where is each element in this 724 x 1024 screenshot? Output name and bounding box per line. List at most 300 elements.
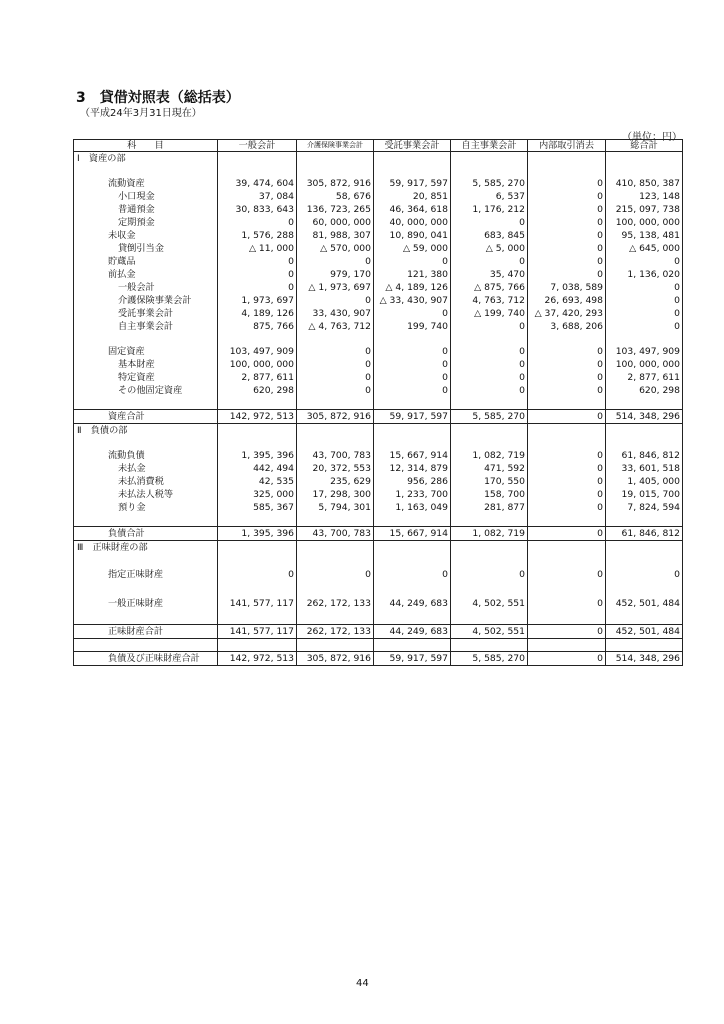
amount-cell: 35, 470 — [451, 268, 528, 281]
empty-cell — [297, 424, 374, 438]
amount-cell: 0 — [451, 320, 528, 333]
empty-cell — [74, 437, 218, 449]
amount-cell: △ 645, 000 — [606, 242, 683, 255]
amount-cell: 585, 367 — [218, 501, 297, 514]
section-row — [74, 152, 683, 166]
amount-cell: 0 — [528, 595, 606, 612]
amount-cell: 956, 286 — [374, 475, 451, 488]
empty-cell — [74, 333, 218, 345]
amount-cell: 1, 082, 719 — [451, 527, 528, 541]
amount-cell: △ 570, 000 — [297, 242, 374, 255]
account-label: 未払消費税 — [74, 475, 218, 488]
as-of-date: （平成24年3月31日現在） — [80, 108, 202, 119]
amount-cell: 0 — [528, 625, 606, 639]
amount-cell: 0 — [297, 358, 374, 371]
account-label: 自主事業会計 — [74, 320, 218, 333]
spacer-row — [74, 514, 683, 527]
amount-cell: 0 — [606, 294, 683, 307]
amount-cell: 0 — [528, 268, 606, 281]
column-header-general: 一般会計 — [218, 140, 297, 152]
amount-cell: 620, 298 — [606, 384, 683, 397]
empty-cell — [528, 437, 606, 449]
amount-cell: 59, 917, 597 — [374, 177, 451, 190]
amount-cell: 442, 494 — [218, 462, 297, 475]
column-header-care-insurance: 介護保険事業会計 — [297, 140, 374, 152]
amount-cell: 0 — [528, 190, 606, 203]
amount-cell: 0 — [297, 255, 374, 268]
table-row — [74, 190, 683, 203]
amount-cell: 30, 833, 643 — [218, 203, 297, 216]
amount-cell: 0 — [528, 358, 606, 371]
amount-cell: 281, 877 — [451, 501, 528, 514]
empty-cell — [606, 612, 683, 625]
amount-cell: 0 — [528, 566, 606, 583]
table-row — [74, 449, 683, 462]
empty-cell — [528, 152, 606, 166]
amount-cell: 33, 601, 518 — [606, 462, 683, 475]
amount-cell: 0 — [528, 203, 606, 216]
empty-cell — [374, 397, 451, 410]
empty-cell — [218, 639, 297, 652]
spacer-row — [74, 165, 683, 177]
amount-cell: 158, 700 — [451, 488, 528, 501]
amount-cell: 0 — [528, 652, 606, 666]
amount-cell: 0 — [528, 384, 606, 397]
empty-cell — [528, 333, 606, 345]
empty-cell — [528, 165, 606, 177]
empty-cell — [374, 424, 451, 438]
amount-cell: 0 — [528, 449, 606, 462]
amount-cell: 141, 577, 117 — [218, 595, 297, 612]
empty-cell — [451, 152, 528, 166]
amount-cell: 142, 972, 513 — [218, 410, 297, 424]
amount-cell: 61, 846, 812 — [606, 449, 683, 462]
account-label: 一般会計 — [74, 281, 218, 294]
column-header-total: 総合計 — [606, 140, 683, 152]
amount-cell: 42, 535 — [218, 475, 297, 488]
empty-cell — [297, 152, 374, 166]
amount-cell: 875, 766 — [218, 320, 297, 333]
amount-cell: 141, 577, 117 — [218, 625, 297, 639]
account-label: 未収金 — [74, 229, 218, 242]
table-row — [74, 410, 683, 424]
empty-cell — [528, 514, 606, 527]
empty-cell — [606, 397, 683, 410]
amount-cell: 0 — [374, 307, 451, 320]
empty-cell — [374, 514, 451, 527]
amount-cell: 0 — [528, 410, 606, 424]
account-label: 貸倒引当金 — [74, 242, 218, 255]
amount-cell: 39, 474, 604 — [218, 177, 297, 190]
amount-cell: 0 — [297, 345, 374, 358]
amount-cell: 0 — [374, 384, 451, 397]
amount-cell: 452, 501, 484 — [606, 625, 683, 639]
amount-cell: 620, 298 — [218, 384, 297, 397]
amount-cell: 0 — [451, 345, 528, 358]
amount-cell: 0 — [451, 216, 528, 229]
empty-cell — [374, 639, 451, 652]
amount-cell: 12, 314, 879 — [374, 462, 451, 475]
empty-cell — [451, 554, 528, 566]
empty-cell — [297, 583, 374, 595]
amount-cell: 1, 395, 396 — [218, 527, 297, 541]
amount-cell: 100, 000, 000 — [218, 358, 297, 371]
account-label: 負債合計 — [74, 527, 218, 541]
empty-cell — [218, 424, 297, 438]
amount-cell: 0 — [528, 345, 606, 358]
amount-cell: 7, 038, 589 — [528, 281, 606, 294]
amount-cell: 7, 824, 594 — [606, 501, 683, 514]
amount-cell: 0 — [528, 177, 606, 190]
amount-cell: 0 — [528, 501, 606, 514]
amount-cell: 0 — [297, 566, 374, 583]
spacer-row — [74, 397, 683, 410]
amount-cell: 33, 430, 907 — [297, 307, 374, 320]
amount-cell: 262, 172, 133 — [297, 595, 374, 612]
amount-cell: 100, 000, 000 — [606, 216, 683, 229]
amount-cell: 0 — [528, 229, 606, 242]
account-label: 貯蔵品 — [74, 255, 218, 268]
table-row — [74, 371, 683, 384]
empty-cell — [374, 152, 451, 166]
amount-cell: 0 — [528, 371, 606, 384]
empty-cell — [374, 165, 451, 177]
table-row — [74, 229, 683, 242]
amount-cell: 3, 688, 206 — [528, 320, 606, 333]
empty-cell — [297, 514, 374, 527]
account-label: 資産合計 — [74, 410, 218, 424]
account-label: 預り金 — [74, 501, 218, 514]
account-label: 未払法人税等 — [74, 488, 218, 501]
empty-cell — [218, 152, 297, 166]
table-row — [74, 384, 683, 397]
account-label: 負債及び正味財産合計 — [74, 652, 218, 666]
amount-cell: 979, 170 — [297, 268, 374, 281]
amount-cell: 5, 585, 270 — [451, 652, 528, 666]
amount-cell: △ 4, 763, 712 — [297, 320, 374, 333]
amount-cell: 0 — [297, 371, 374, 384]
amount-cell: 1, 233, 700 — [374, 488, 451, 501]
amount-cell: 0 — [218, 216, 297, 229]
table-row — [74, 566, 683, 583]
amount-cell: 1, 395, 396 — [218, 449, 297, 462]
empty-cell — [374, 437, 451, 449]
empty-cell — [218, 583, 297, 595]
spacer-row — [74, 333, 683, 345]
amount-cell: 10, 890, 041 — [374, 229, 451, 242]
empty-cell — [218, 437, 297, 449]
amount-cell: 0 — [451, 371, 528, 384]
amount-cell: 0 — [606, 281, 683, 294]
section-row — [74, 424, 683, 438]
amount-cell: 0 — [374, 255, 451, 268]
column-header-contracted: 受託事業会計 — [374, 140, 451, 152]
amount-cell: 0 — [218, 255, 297, 268]
amount-cell: 4, 502, 551 — [451, 595, 528, 612]
account-label: 指定正味財産 — [74, 566, 218, 583]
amount-cell: 17, 298, 300 — [297, 488, 374, 501]
table-row — [74, 462, 683, 475]
table-row — [74, 294, 683, 307]
amount-cell: 471, 592 — [451, 462, 528, 475]
empty-cell — [74, 583, 218, 595]
amount-cell: 5, 794, 301 — [297, 501, 374, 514]
empty-cell — [374, 333, 451, 345]
empty-cell — [218, 333, 297, 345]
empty-cell — [451, 514, 528, 527]
amount-cell: 0 — [528, 488, 606, 501]
amount-cell: 0 — [218, 566, 297, 583]
empty-cell — [297, 639, 374, 652]
amount-cell: 170, 550 — [451, 475, 528, 488]
empty-cell — [606, 424, 683, 438]
amount-cell: 683, 845 — [451, 229, 528, 242]
empty-cell — [451, 333, 528, 345]
empty-cell — [451, 437, 528, 449]
amount-cell: 0 — [451, 566, 528, 583]
amount-cell: 136, 723, 265 — [297, 203, 374, 216]
amount-cell: 0 — [606, 320, 683, 333]
empty-cell — [74, 165, 218, 177]
table-row — [74, 268, 683, 281]
amount-cell: 0 — [297, 384, 374, 397]
amount-cell: 1, 082, 719 — [451, 449, 528, 462]
empty-cell — [528, 397, 606, 410]
amount-cell: 103, 497, 909 — [218, 345, 297, 358]
amount-cell: 514, 348, 296 — [606, 410, 683, 424]
amount-cell: 61, 846, 812 — [606, 527, 683, 541]
amount-cell: 1, 176, 212 — [451, 203, 528, 216]
amount-cell: 452, 501, 484 — [606, 595, 683, 612]
table-row — [74, 652, 683, 666]
empty-cell — [451, 424, 528, 438]
empty-cell — [451, 612, 528, 625]
empty-cell — [606, 165, 683, 177]
amount-cell: 0 — [451, 255, 528, 268]
empty-cell — [297, 612, 374, 625]
balance-sheet-table — [73, 139, 683, 666]
empty-cell — [606, 554, 683, 566]
amount-cell: 514, 348, 296 — [606, 652, 683, 666]
amount-cell: 0 — [374, 358, 451, 371]
amount-cell: 40, 000, 000 — [374, 216, 451, 229]
amount-cell: 100, 000, 000 — [606, 358, 683, 371]
amount-cell: 46, 364, 618 — [374, 203, 451, 216]
amount-cell: 5, 585, 270 — [451, 177, 528, 190]
account-label: 固定資産 — [74, 345, 218, 358]
amount-cell: 325, 000 — [218, 488, 297, 501]
amount-cell: 262, 172, 133 — [297, 625, 374, 639]
empty-cell — [218, 165, 297, 177]
empty-cell — [528, 424, 606, 438]
amount-cell: 0 — [218, 281, 297, 294]
empty-cell — [374, 612, 451, 625]
table-row — [74, 216, 683, 229]
empty-cell — [606, 333, 683, 345]
amount-cell: △ 59, 000 — [374, 242, 451, 255]
empty-cell — [606, 541, 683, 555]
table-row — [74, 320, 683, 333]
column-header-elimination: 内部取引消去 — [528, 140, 606, 152]
account-label: 介護保険事業会計 — [74, 294, 218, 307]
amount-cell: 0 — [374, 345, 451, 358]
amount-cell: 0 — [528, 216, 606, 229]
amount-cell: 43, 700, 783 — [297, 449, 374, 462]
account-label: 小口現金 — [74, 190, 218, 203]
amount-cell: △ 4, 189, 126 — [374, 281, 451, 294]
amount-cell: 1, 163, 049 — [374, 501, 451, 514]
table-row — [74, 177, 683, 190]
amount-cell: 44, 249, 683 — [374, 595, 451, 612]
empty-cell — [297, 541, 374, 555]
empty-cell — [374, 541, 451, 555]
empty-cell — [606, 152, 683, 166]
account-label: 一般正味財産 — [74, 595, 218, 612]
amount-cell: 1, 405, 000 — [606, 475, 683, 488]
empty-cell — [606, 437, 683, 449]
table-row — [74, 345, 683, 358]
unit-label: （単位：円） — [622, 132, 682, 143]
page-number: 44 — [356, 978, 369, 989]
section-label: Ⅲ 正味財産の部 — [74, 541, 218, 555]
amount-cell: 0 — [606, 307, 683, 320]
table-row — [74, 475, 683, 488]
empty-cell — [218, 554, 297, 566]
account-label: 流動負債 — [74, 449, 218, 462]
amount-cell: 0 — [218, 268, 297, 281]
amount-cell: 0 — [374, 371, 451, 384]
amount-cell: 43, 700, 783 — [297, 527, 374, 541]
amount-cell: 103, 497, 909 — [606, 345, 683, 358]
amount-cell: △ 37, 420, 293 — [528, 307, 606, 320]
amount-cell: 5, 585, 270 — [451, 410, 528, 424]
amount-cell: 0 — [528, 462, 606, 475]
column-header-account: 科 目 — [74, 140, 218, 152]
table-row — [74, 255, 683, 268]
amount-cell: 4, 189, 126 — [218, 307, 297, 320]
amount-cell: △ 5, 000 — [451, 242, 528, 255]
amount-cell: 0 — [606, 566, 683, 583]
amount-cell: 59, 917, 597 — [374, 652, 451, 666]
amount-cell: 305, 872, 916 — [297, 410, 374, 424]
account-label: 普通預金 — [74, 203, 218, 216]
amount-cell: 235, 629 — [297, 475, 374, 488]
amount-cell: 4, 502, 551 — [451, 625, 528, 639]
account-label: 受託事業会計 — [74, 307, 218, 320]
section-row — [74, 541, 683, 555]
amount-cell: 199, 740 — [374, 320, 451, 333]
table-row — [74, 281, 683, 294]
table-row — [74, 501, 683, 514]
empty-cell — [606, 639, 683, 652]
table-row — [74, 358, 683, 371]
table-row — [74, 527, 683, 541]
amount-cell: 305, 872, 916 — [297, 177, 374, 190]
amount-cell: 95, 138, 481 — [606, 229, 683, 242]
empty-cell — [74, 554, 218, 566]
table-header — [74, 140, 683, 152]
empty-cell — [451, 165, 528, 177]
amount-cell: △ 33, 430, 907 — [374, 294, 451, 307]
empty-cell — [218, 514, 297, 527]
page-title: 3 貸借対照表（総括表） — [76, 90, 240, 106]
amount-cell: 4, 763, 712 — [451, 294, 528, 307]
amount-cell: 0 — [297, 294, 374, 307]
empty-cell — [218, 397, 297, 410]
section-label: Ⅱ 負債の部 — [74, 424, 218, 438]
empty-cell — [74, 397, 218, 410]
amount-cell: 60, 000, 000 — [297, 216, 374, 229]
amount-cell: 123, 148 — [606, 190, 683, 203]
empty-cell — [297, 333, 374, 345]
table-row — [74, 595, 683, 612]
amount-cell: 121, 380 — [374, 268, 451, 281]
amount-cell: △ 1, 973, 697 — [297, 281, 374, 294]
column-header-independent: 自主事業会計 — [451, 140, 528, 152]
table-row — [74, 203, 683, 216]
amount-cell: 26, 693, 498 — [528, 294, 606, 307]
amount-cell: 305, 872, 916 — [297, 652, 374, 666]
empty-cell — [297, 437, 374, 449]
amount-cell: 1, 576, 288 — [218, 229, 297, 242]
empty-cell — [74, 514, 218, 527]
empty-cell — [451, 583, 528, 595]
amount-cell: 1, 136, 020 — [606, 268, 683, 281]
empty-cell — [374, 583, 451, 595]
amount-cell: 0 — [528, 527, 606, 541]
empty-cell — [297, 397, 374, 410]
empty-cell — [451, 397, 528, 410]
amount-cell: 44, 249, 683 — [374, 625, 451, 639]
empty-cell — [606, 583, 683, 595]
amount-cell: 410, 850, 387 — [606, 177, 683, 190]
spacer-row — [74, 437, 683, 449]
empty-cell — [218, 541, 297, 555]
table-row — [74, 488, 683, 501]
spacer-row — [74, 554, 683, 566]
amount-cell: △ 11, 000 — [218, 242, 297, 255]
amount-cell: 15, 667, 914 — [374, 449, 451, 462]
spacer-row — [74, 639, 683, 652]
empty-cell — [528, 583, 606, 595]
empty-cell — [528, 639, 606, 652]
table-row — [74, 625, 683, 639]
empty-cell — [451, 541, 528, 555]
amount-cell: △ 875, 766 — [451, 281, 528, 294]
amount-cell: 20, 851 — [374, 190, 451, 203]
empty-cell — [74, 639, 218, 652]
table-row — [74, 307, 683, 320]
account-label: 正味財産合計 — [74, 625, 218, 639]
empty-cell — [606, 514, 683, 527]
amount-cell: 20, 372, 553 — [297, 462, 374, 475]
amount-cell: 0 — [374, 566, 451, 583]
amount-cell: 2, 877, 611 — [218, 371, 297, 384]
empty-cell — [528, 541, 606, 555]
spacer-row — [74, 612, 683, 625]
account-label: 特定資産 — [74, 371, 218, 384]
amount-cell: 37, 084 — [218, 190, 297, 203]
account-label: 定期預金 — [74, 216, 218, 229]
amount-cell: △ 199, 740 — [451, 307, 528, 320]
amount-cell: 0 — [606, 255, 683, 268]
account-label: 未払金 — [74, 462, 218, 475]
amount-cell: 1, 973, 697 — [218, 294, 297, 307]
empty-cell — [528, 554, 606, 566]
account-label: 流動資産 — [74, 177, 218, 190]
empty-cell — [374, 554, 451, 566]
account-label: 前払金 — [74, 268, 218, 281]
